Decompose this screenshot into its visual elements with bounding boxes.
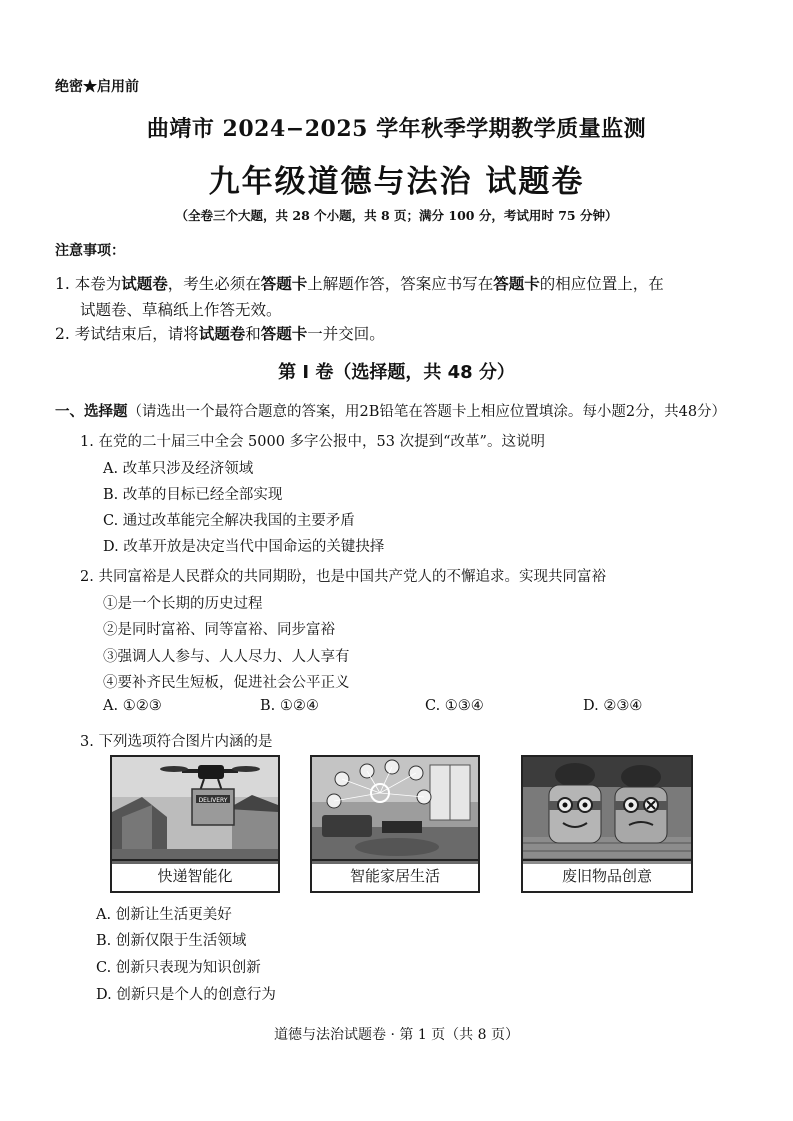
question-1-option-b: B. 改革的目标已经全部实现 <box>103 487 283 503</box>
question-2-statement-1: ①是一个长期的历史过程 <box>103 596 263 612</box>
note-keyword: 试题卷 <box>198 324 246 343</box>
question-2-option-a: A. ①②③ <box>103 698 162 714</box>
note-text: 2. 考试结束后，请将 <box>55 325 199 343</box>
exam-title: 曲靖市 2024−2025 学年秋季学期教学质量监测 <box>146 116 647 142</box>
question-3-option-b: B. 创新仅限于生活领域 <box>96 933 247 949</box>
part-instruction: （请选出一个最符合题意的答案，用2B铅笔在答题卡上相应位置填涂。每小题2分，共48分） <box>127 404 727 420</box>
question-1-option-c: C. 通过改革能完全解决我国的主要矛盾 <box>103 513 355 529</box>
picture-caption: 废旧物品创意 <box>523 859 691 891</box>
question-2-statement-3: ③强调人人参与、人人尽力、人人享有 <box>103 649 350 665</box>
question-2-option-b: B. ①②④ <box>260 698 319 714</box>
delivery-drone-image <box>112 757 278 864</box>
page-footer: 道德与法治试题卷 · 第 1 页（共 8 页） <box>274 1027 519 1043</box>
picture-recycled-creativity <box>521 755 693 893</box>
question-3-stem: 3. 下列选项符合图片内涵的是 <box>80 734 273 750</box>
note-keyword: 答题卡 <box>260 274 308 293</box>
exam-info: （全卷三个大题，共 28 个小题，共 8 页；满分 100 分，考试用时 75 分钟） <box>175 208 618 223</box>
paper-title: 九年级道德与法治 试题卷 <box>208 164 585 200</box>
picture-caption: 智能家居生活 <box>312 859 478 891</box>
smart-home-image <box>312 757 478 864</box>
question-3-option-c: C. 创新只表现为知识创新 <box>96 960 261 976</box>
question-2-option-c: C. ①③④ <box>425 698 484 714</box>
question-3-option-a: A. 创新让生活更美好 <box>96 907 232 923</box>
note-item-1 <box>55 272 664 294</box>
note-keyword: 答题卡 <box>493 274 540 293</box>
note-text: 和 <box>245 325 261 343</box>
note-text: ，考生必须在 <box>167 275 261 293</box>
note-text: 上解题作答，答案应书写在 <box>307 275 494 293</box>
part-label: 一、选择题 <box>55 403 128 420</box>
question-2-statement-4: ④要补齐民生短板，促进社会公平正义 <box>103 675 350 691</box>
note-text: 1. 本卷为 <box>55 275 122 293</box>
confidential-label: 绝密★启用前 <box>55 79 139 95</box>
picture-smart-home <box>310 755 480 893</box>
note-item-2 <box>55 322 385 344</box>
question-1-option-d: D. 改革开放是决定当代中国命运的关键抉择 <box>103 539 385 555</box>
note-keyword: 试题卷 <box>121 274 168 293</box>
question-2-option-d: D. ②③④ <box>583 698 643 714</box>
delivery-box-label: DELIVERY <box>198 797 228 804</box>
notes-heading: 注意事项： <box>55 243 125 259</box>
question-1-option-a: A. 改革只涉及经济领域 <box>103 461 254 477</box>
section-title: 第 I 卷（选择题，共 48 分） <box>278 362 515 383</box>
recycled-tires-image <box>523 757 691 864</box>
note-keyword: 答题卡 <box>260 324 308 343</box>
note-text: 一并交回。 <box>307 325 385 343</box>
question-2-stem: 2. 共同富裕是人民群众的共同期盼，也是中国共产党人的不懈追求。实现共同富裕 <box>80 569 606 585</box>
note-item-1-continued: 试题卷、草稿纸上作答无效。 <box>80 301 282 319</box>
picture-delivery-drone <box>110 755 280 893</box>
question-3-option-d: D. 创新只是个人的创意行为 <box>96 987 276 1003</box>
part-heading <box>55 400 726 421</box>
question-2-statement-2: ②是同时富裕、同等富裕、同步富裕 <box>103 622 335 638</box>
note-text: 的相应位置上，在 <box>539 275 664 293</box>
question-1-stem: 1. 在党的二十届三中全会 5000 多字公报中，53 次提到“改革”。这说明 <box>80 434 545 450</box>
picture-caption: 快递智能化 <box>112 859 278 891</box>
